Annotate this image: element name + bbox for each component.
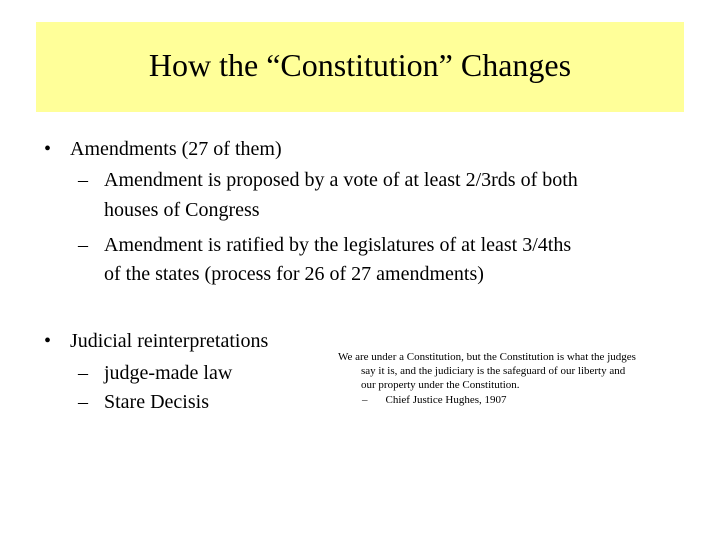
quote-attribution-row — [338, 394, 638, 408]
bullet-judicial: Judicial reinterpretations — [70, 330, 269, 352]
bullet-marker: • — [44, 138, 52, 160]
sub-dash: – — [78, 362, 88, 384]
sub-item-ratified-line1: Amendment is ratified by the legislatures of at least 3/4ths — [104, 234, 572, 256]
attribution-dash: – — [362, 394, 368, 407]
bullet-amendments: Amendments (27 of them) — [70, 138, 282, 160]
sub-item-ratified-line2: of the states (process for 26 of 27 amendments) — [104, 263, 484, 285]
sub-dash: – — [78, 391, 88, 413]
sub-item-proposed-line1: Amendment is proposed by a vote of at least 2/3rds of both — [104, 169, 578, 191]
sub-dash: – — [78, 169, 88, 191]
bullet-marker: • — [44, 330, 52, 352]
sub-item-proposed-line2: houses of Congress — [104, 199, 260, 221]
sub-dash: – — [78, 234, 88, 256]
sub-item-stare-decisis: Stare Decisis — [104, 391, 209, 413]
quote-block — [338, 351, 638, 408]
sub-item-judge-made-law: judge-made law — [104, 362, 233, 384]
title-band — [36, 22, 684, 112]
quote-attribution: Chief Justice Hughes, 1907 — [385, 394, 507, 407]
quote-text: We are under a Constitution, but the Constitution is what the judges say it is, and the judiciary is the safeguard of our liberty and our property under the Constitution. — [338, 351, 636, 391]
slide-title: How the “Constitution” Changes — [148, 47, 572, 83]
